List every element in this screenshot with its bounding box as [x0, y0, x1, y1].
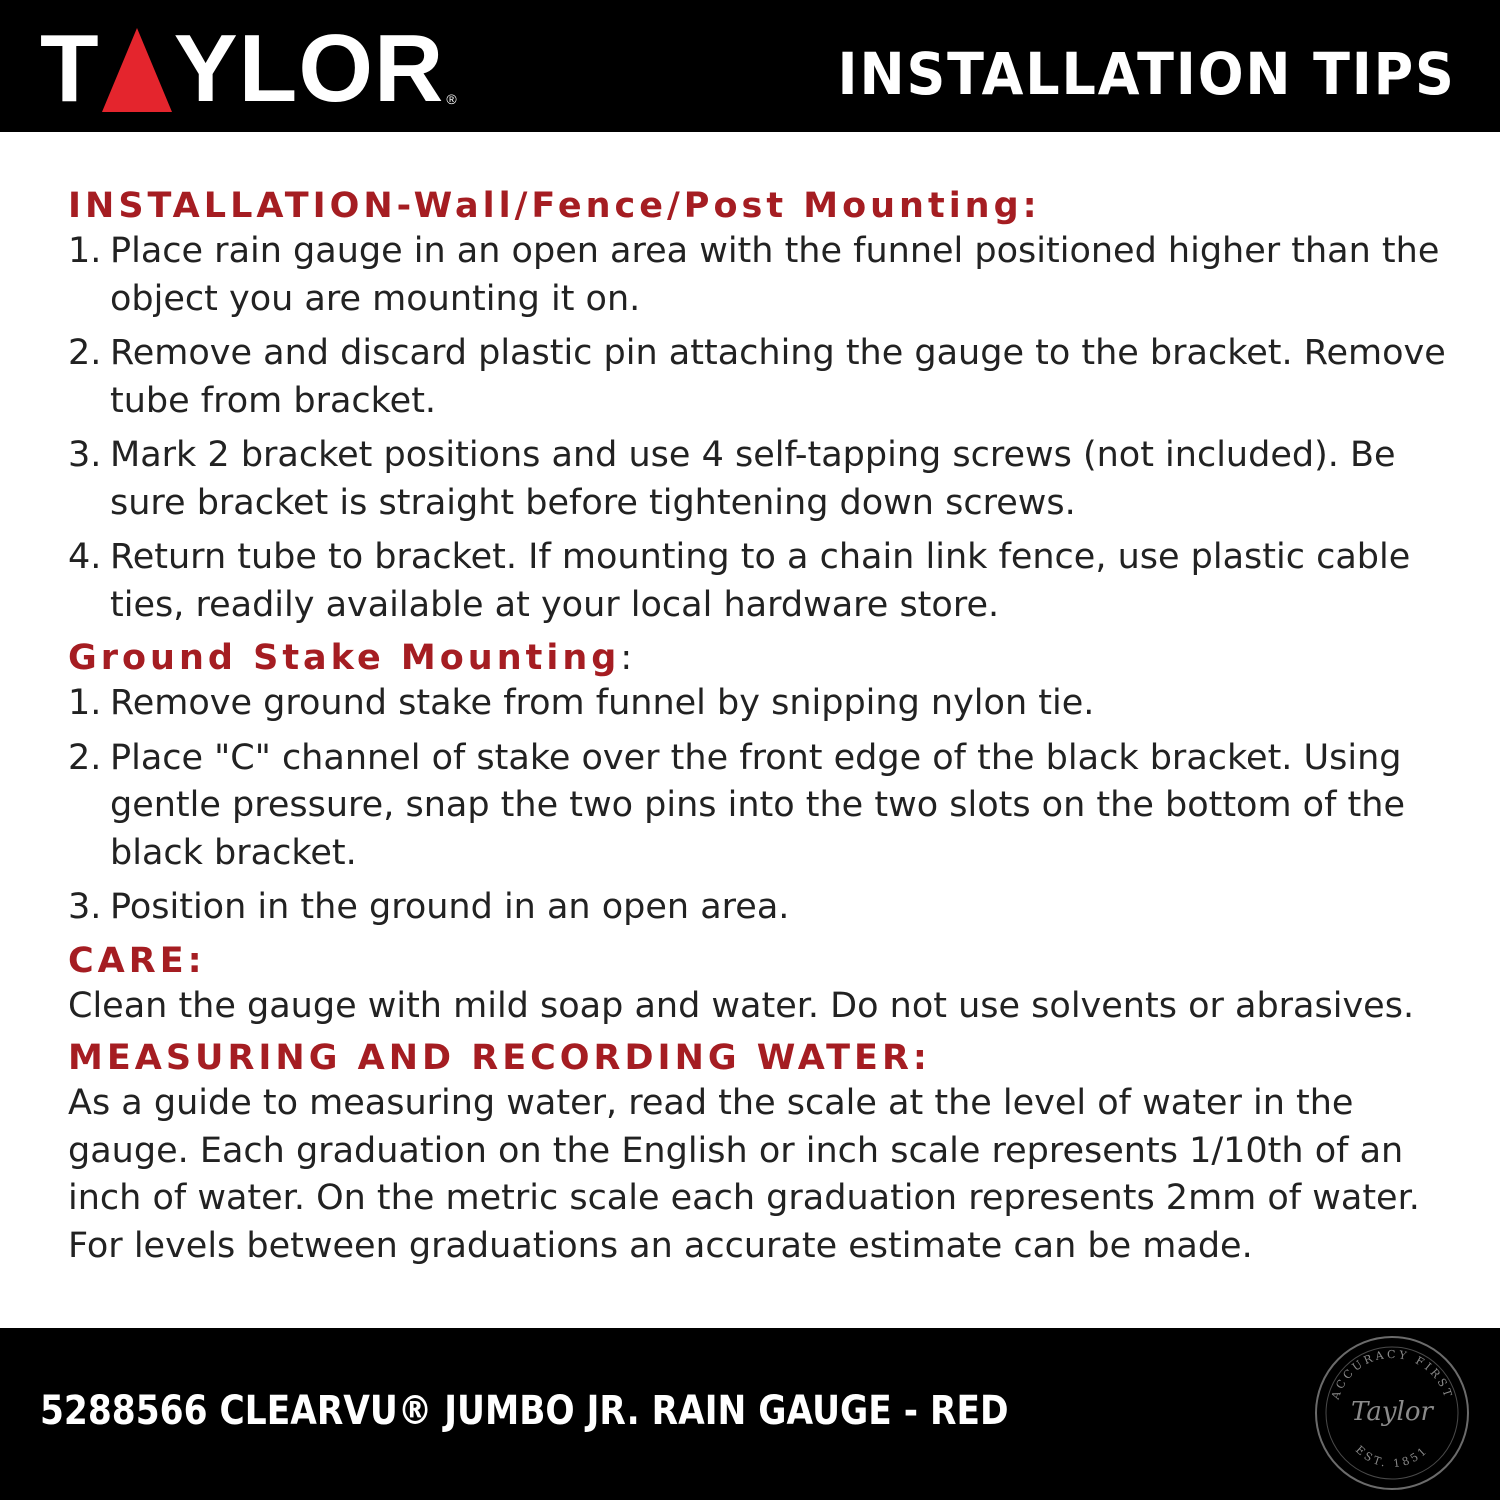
wall-mounting-heading: INSTALLATION-Wall/Fence/Post Mounting: — [68, 186, 1041, 226]
step-text: Place "C" channel of stake over the front edge of the black bracket. Using gentle pressure, snap the two pins into the two slots on the bottom of the black bracket. — [110, 737, 1405, 873]
ground-stake-heading-text: Ground Stake Mounting — [68, 638, 621, 678]
step-number: 1. — [68, 231, 102, 271]
step-number: 3. — [68, 887, 102, 927]
footer-bar — [0, 1328, 1500, 1500]
svg-text:ACCURACY FIRST — [1328, 1348, 1455, 1402]
step-text: Remove ground stake from funnel by snipping nylon tie. — [110, 683, 1095, 723]
logo-letters-ylor: YLOR — [173, 15, 445, 122]
header-bar — [0, 0, 1500, 132]
ground-stake-heading — [68, 636, 1468, 680]
seal-top-text: ACCURACY FIRST — [1328, 1347, 1456, 1402]
list-item — [68, 884, 1468, 932]
page-title: INSTALLATION TIPS — [837, 40, 1456, 108]
list-item — [68, 534, 1468, 629]
seal-bottom-text: EST. 1851 — [1352, 1443, 1432, 1471]
care-heading: CARE: — [68, 940, 206, 981]
step-text: Remove and discard plastic pin attaching the gauge to the bracket. Remove tube from bracket. — [110, 333, 1446, 421]
taylor-seal-icon — [1313, 1334, 1471, 1492]
list-item — [68, 432, 1468, 527]
list-item — [68, 735, 1468, 878]
step-text: Mark 2 bracket positions and use 4 self-tapping screws (not included). Be sure bracket is straight before tightening down screws. — [110, 435, 1396, 523]
step-number: 2. — [68, 333, 102, 373]
logo-letter-t: T — [40, 15, 100, 122]
product-name: 5288566 CLEARVU® JUMBO JR. RAIN GAUGE - RED — [40, 1388, 1009, 1434]
step-number: 2. — [68, 737, 102, 778]
logo-triangle-icon — [102, 26, 172, 112]
list-item — [68, 680, 1468, 728]
step-text: Return tube to bracket. If mounting to a chain link fence, use plastic cable ties, readily available at your local hardware store. — [110, 537, 1411, 625]
care-text: Clean the gauge with mild soap and water. Do not use solvents or abrasives. — [68, 985, 1415, 1026]
ground-stake-steps — [68, 680, 1468, 932]
step-text: Place rain gauge in an open area with the funnel positioned higher than the object you are mounting it on. — [110, 231, 1440, 319]
step-number: 1. — [68, 683, 102, 723]
svg-text:EST. 1851 — [1353, 1443, 1431, 1470]
list-item — [68, 330, 1468, 425]
step-text: Position in the ground in an open area. — [110, 887, 790, 927]
measuring-text: As a guide to measuring water, read the scale at the level of water in the gauge. Each graduation on the English or inch scale represents 1/10th of an inch of water. On the metric scale each graduation represents 2mm of water. For levels between graduations an accurate estimate can be made. — [68, 1083, 1420, 1266]
taylor-logo — [40, 15, 458, 122]
logo-registered-mark: ® — [446, 91, 458, 107]
wall-mounting-steps — [68, 228, 1468, 629]
step-number: 3. — [68, 435, 102, 475]
measuring-heading: MEASURING AND RECORDING WATER: — [68, 1038, 931, 1078]
instructions-body — [68, 184, 1468, 1276]
ground-stake-heading-colon: : — [620, 638, 633, 678]
seal-center-text: Taylor — [1351, 1397, 1433, 1427]
step-number: 4. — [68, 537, 102, 577]
list-item — [68, 228, 1468, 323]
